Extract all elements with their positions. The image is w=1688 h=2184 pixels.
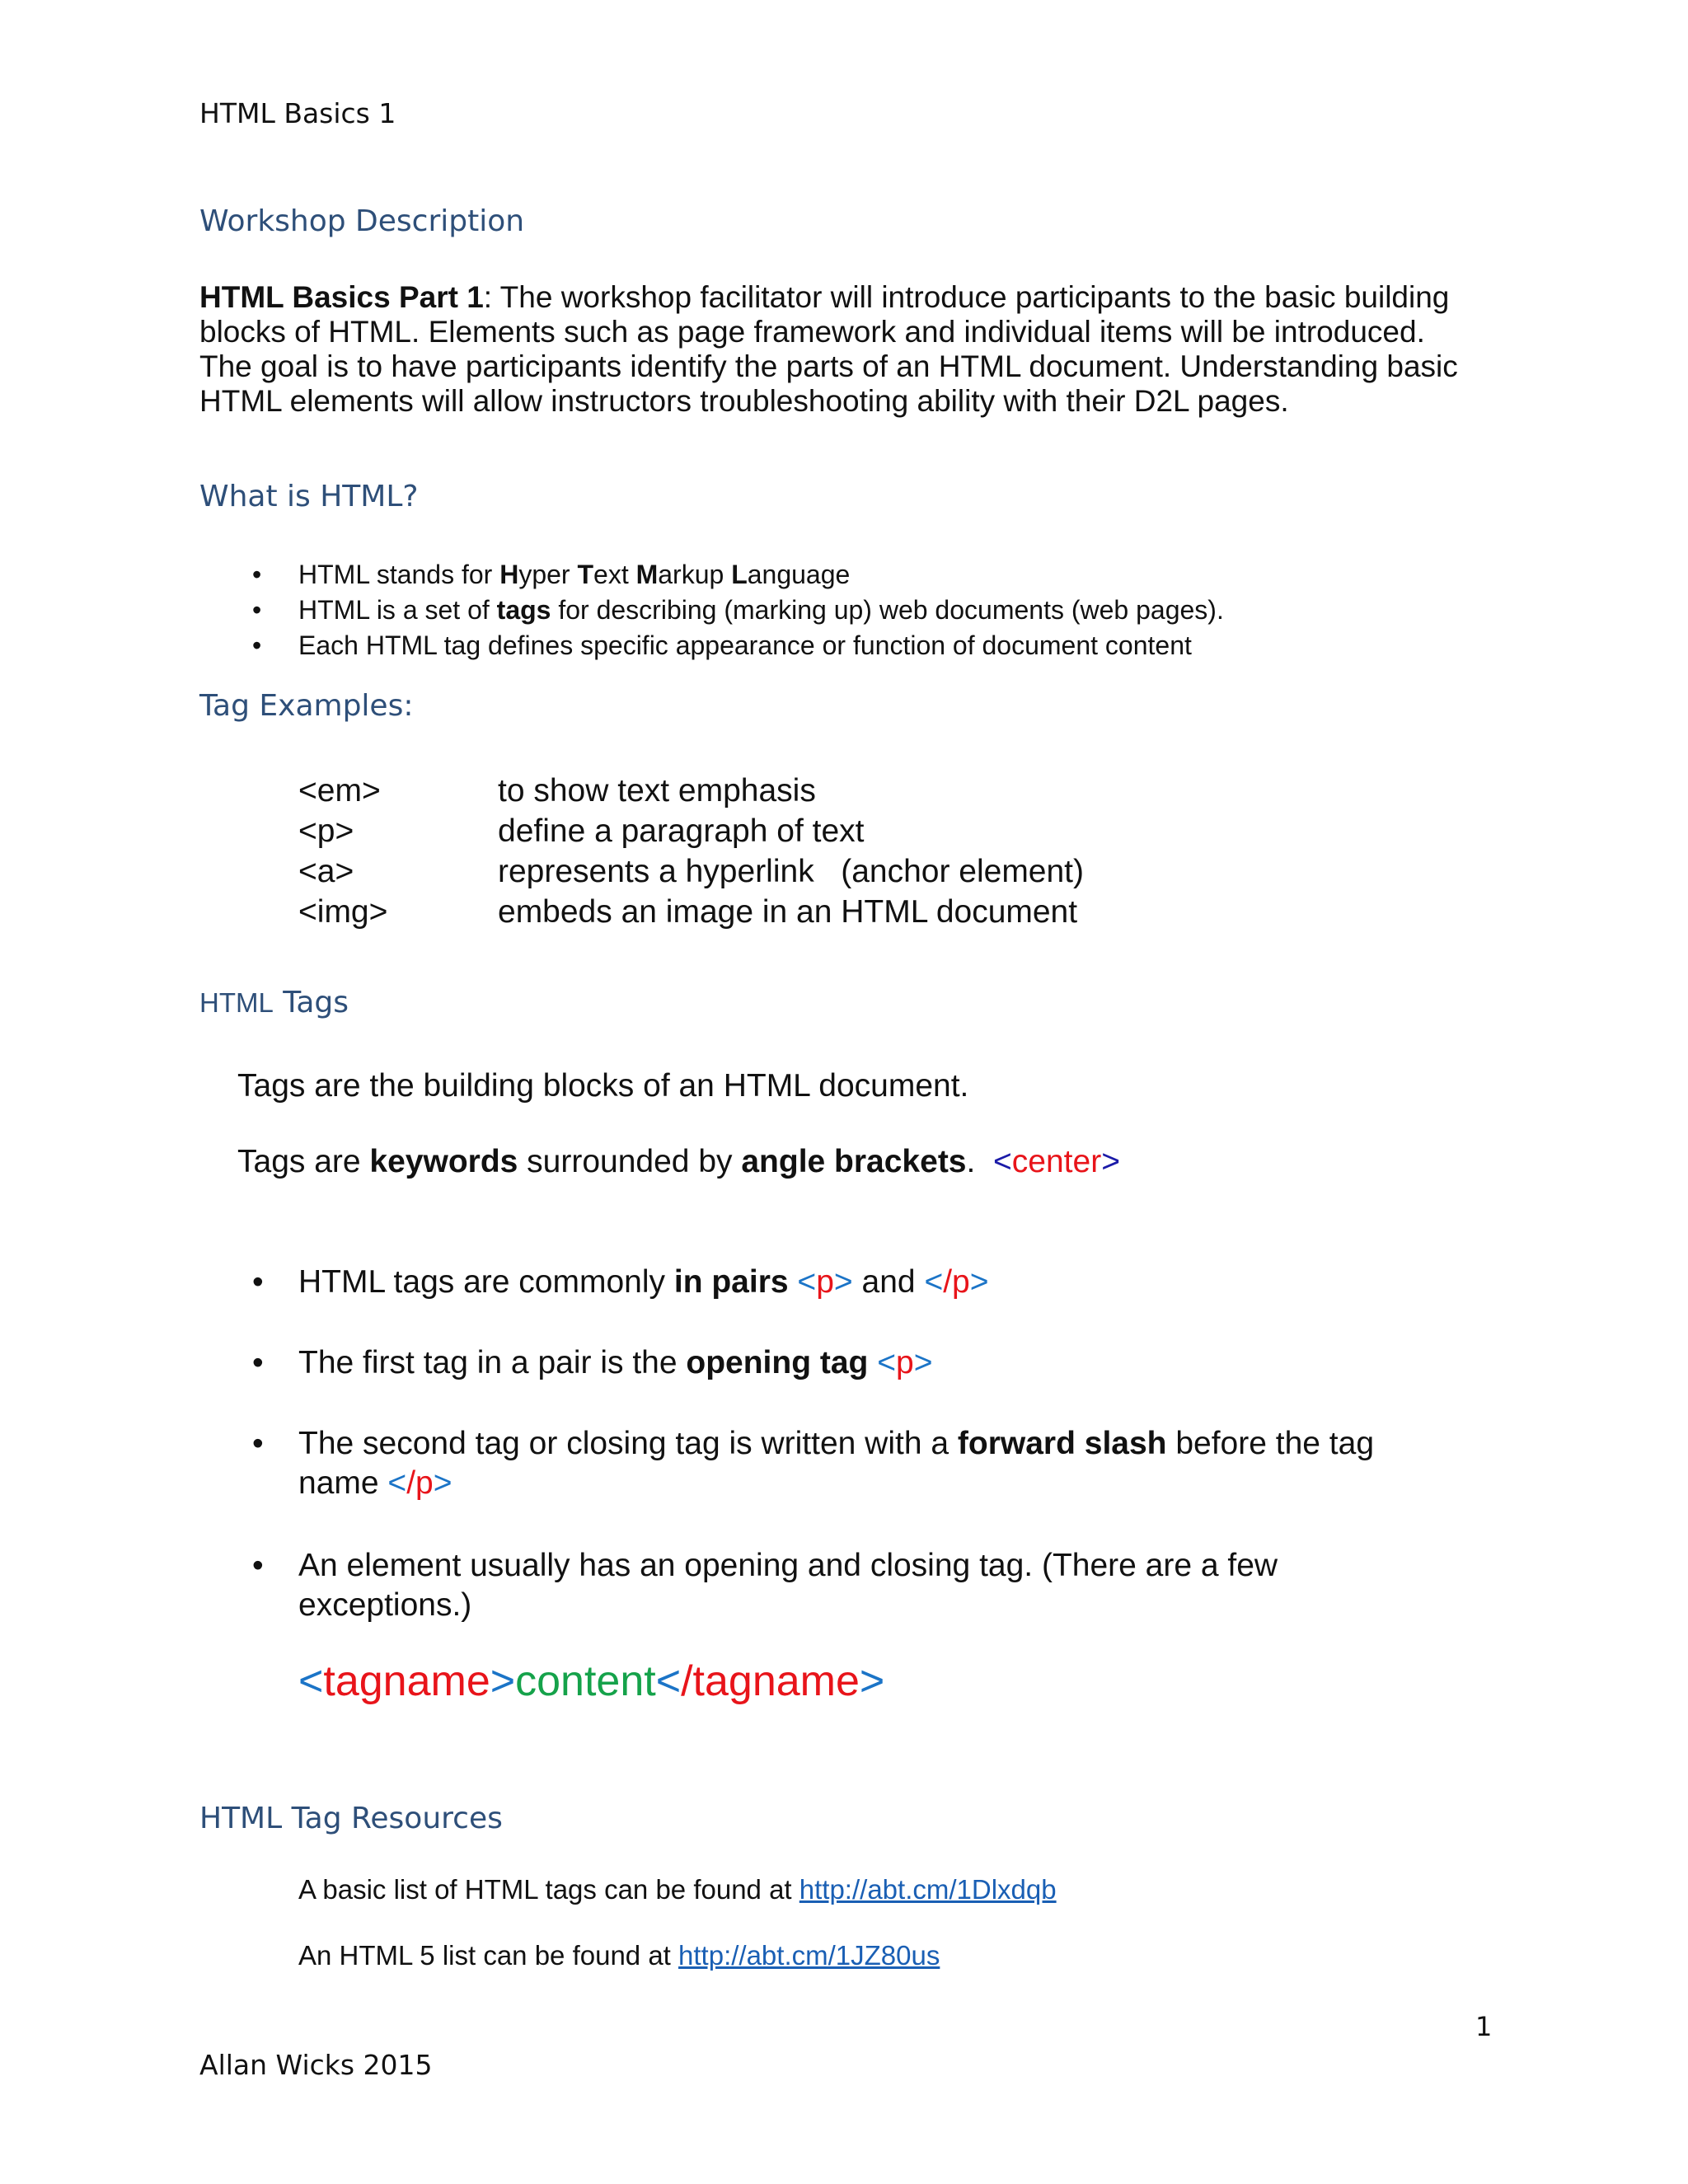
list-item: • The second tag or closing tag is written with a forward slash before the tag name </p> [252, 1426, 1375, 1501]
list-item: • The first tag in a pair is the opening tag <p> [252, 1345, 933, 1380]
page-number: 1 [1475, 2011, 1493, 2042]
tag-code: <img> [298, 894, 388, 930]
resource-link-2[interactable]: http://abt.cm/1JZ80us [678, 1940, 940, 1971]
workshop-body: : The workshop facilitator will introduce participants to the basic building blocks of HTML. Elements such as page framework and individual items will be introduced. The goal is to have participants identify the parts of an HTML document. Understanding basic HTML elements will allow instructors troubleshooting ability with their D2L pages. [199, 280, 1458, 418]
tag-code: <em> [298, 773, 381, 808]
tag-examples-table [298, 771, 1084, 932]
workshop-heading: Workshop Description [199, 204, 525, 238]
tag-syntax-example: <tagname>content</tagname> [298, 1657, 885, 1705]
table-row [298, 771, 1084, 811]
workshop-title: HTML Basics Part 1 [199, 280, 484, 314]
tag-desc: represents a hyperlink (anchor element) [498, 854, 1085, 889]
page-header: HTML Basics 1 [199, 97, 396, 129]
list-item: • HTML tags are commonly in pairs <p> and </p> [252, 1264, 989, 1300]
resource-link-1[interactable]: http://abt.cm/1Dlxdqb [799, 1874, 1057, 1905]
tag-desc: to show text emphasis [498, 773, 816, 808]
resource-line-1: A basic list of HTML tags can be found at http://abt.cm/1Dlxdqb [298, 1874, 1057, 1905]
tags-keyword-line: Tags are keywords surrounded by angle brackets. <center> [237, 1144, 1120, 1179]
tag-code: <a> [298, 854, 354, 889]
resource-line-2: An HTML 5 list can be found at http://abt.cm/1JZ80us [298, 1940, 940, 1971]
tag-desc: embeds an image in an HTML document [498, 894, 1078, 930]
resources-heading: HTML Tag Resources [199, 1802, 503, 1835]
table-row [298, 892, 1084, 932]
list-item: • Each HTML tag defines specific appearance or function of document content [252, 628, 1224, 663]
what-is-list [252, 557, 1224, 663]
what-is-heading: What is HTML? [199, 480, 419, 513]
tag-code: <p> [298, 813, 354, 849]
list-item: • An element usually has an opening and closing tag. (There are a few exceptions.) [252, 1548, 1278, 1623]
workshop-paragraph [199, 280, 1485, 419]
table-row [298, 811, 1084, 851]
list-item: • HTML is a set of tags for describing (marking up) web documents (web pages). [252, 593, 1224, 628]
tag-desc: define a paragraph of text [498, 813, 865, 849]
html-tags-heading: HTML Tags [199, 986, 349, 1019]
list-item: • HTML stands for Hyper Text Markup Language [252, 557, 1224, 593]
tag-examples-heading: Tag Examples: [199, 689, 414, 723]
tags-intro-line: Tags are the building blocks of an HTML document. [237, 1068, 969, 1104]
page-footer: Allan Wicks 2015 [199, 2049, 433, 2081]
table-row [298, 851, 1084, 892]
